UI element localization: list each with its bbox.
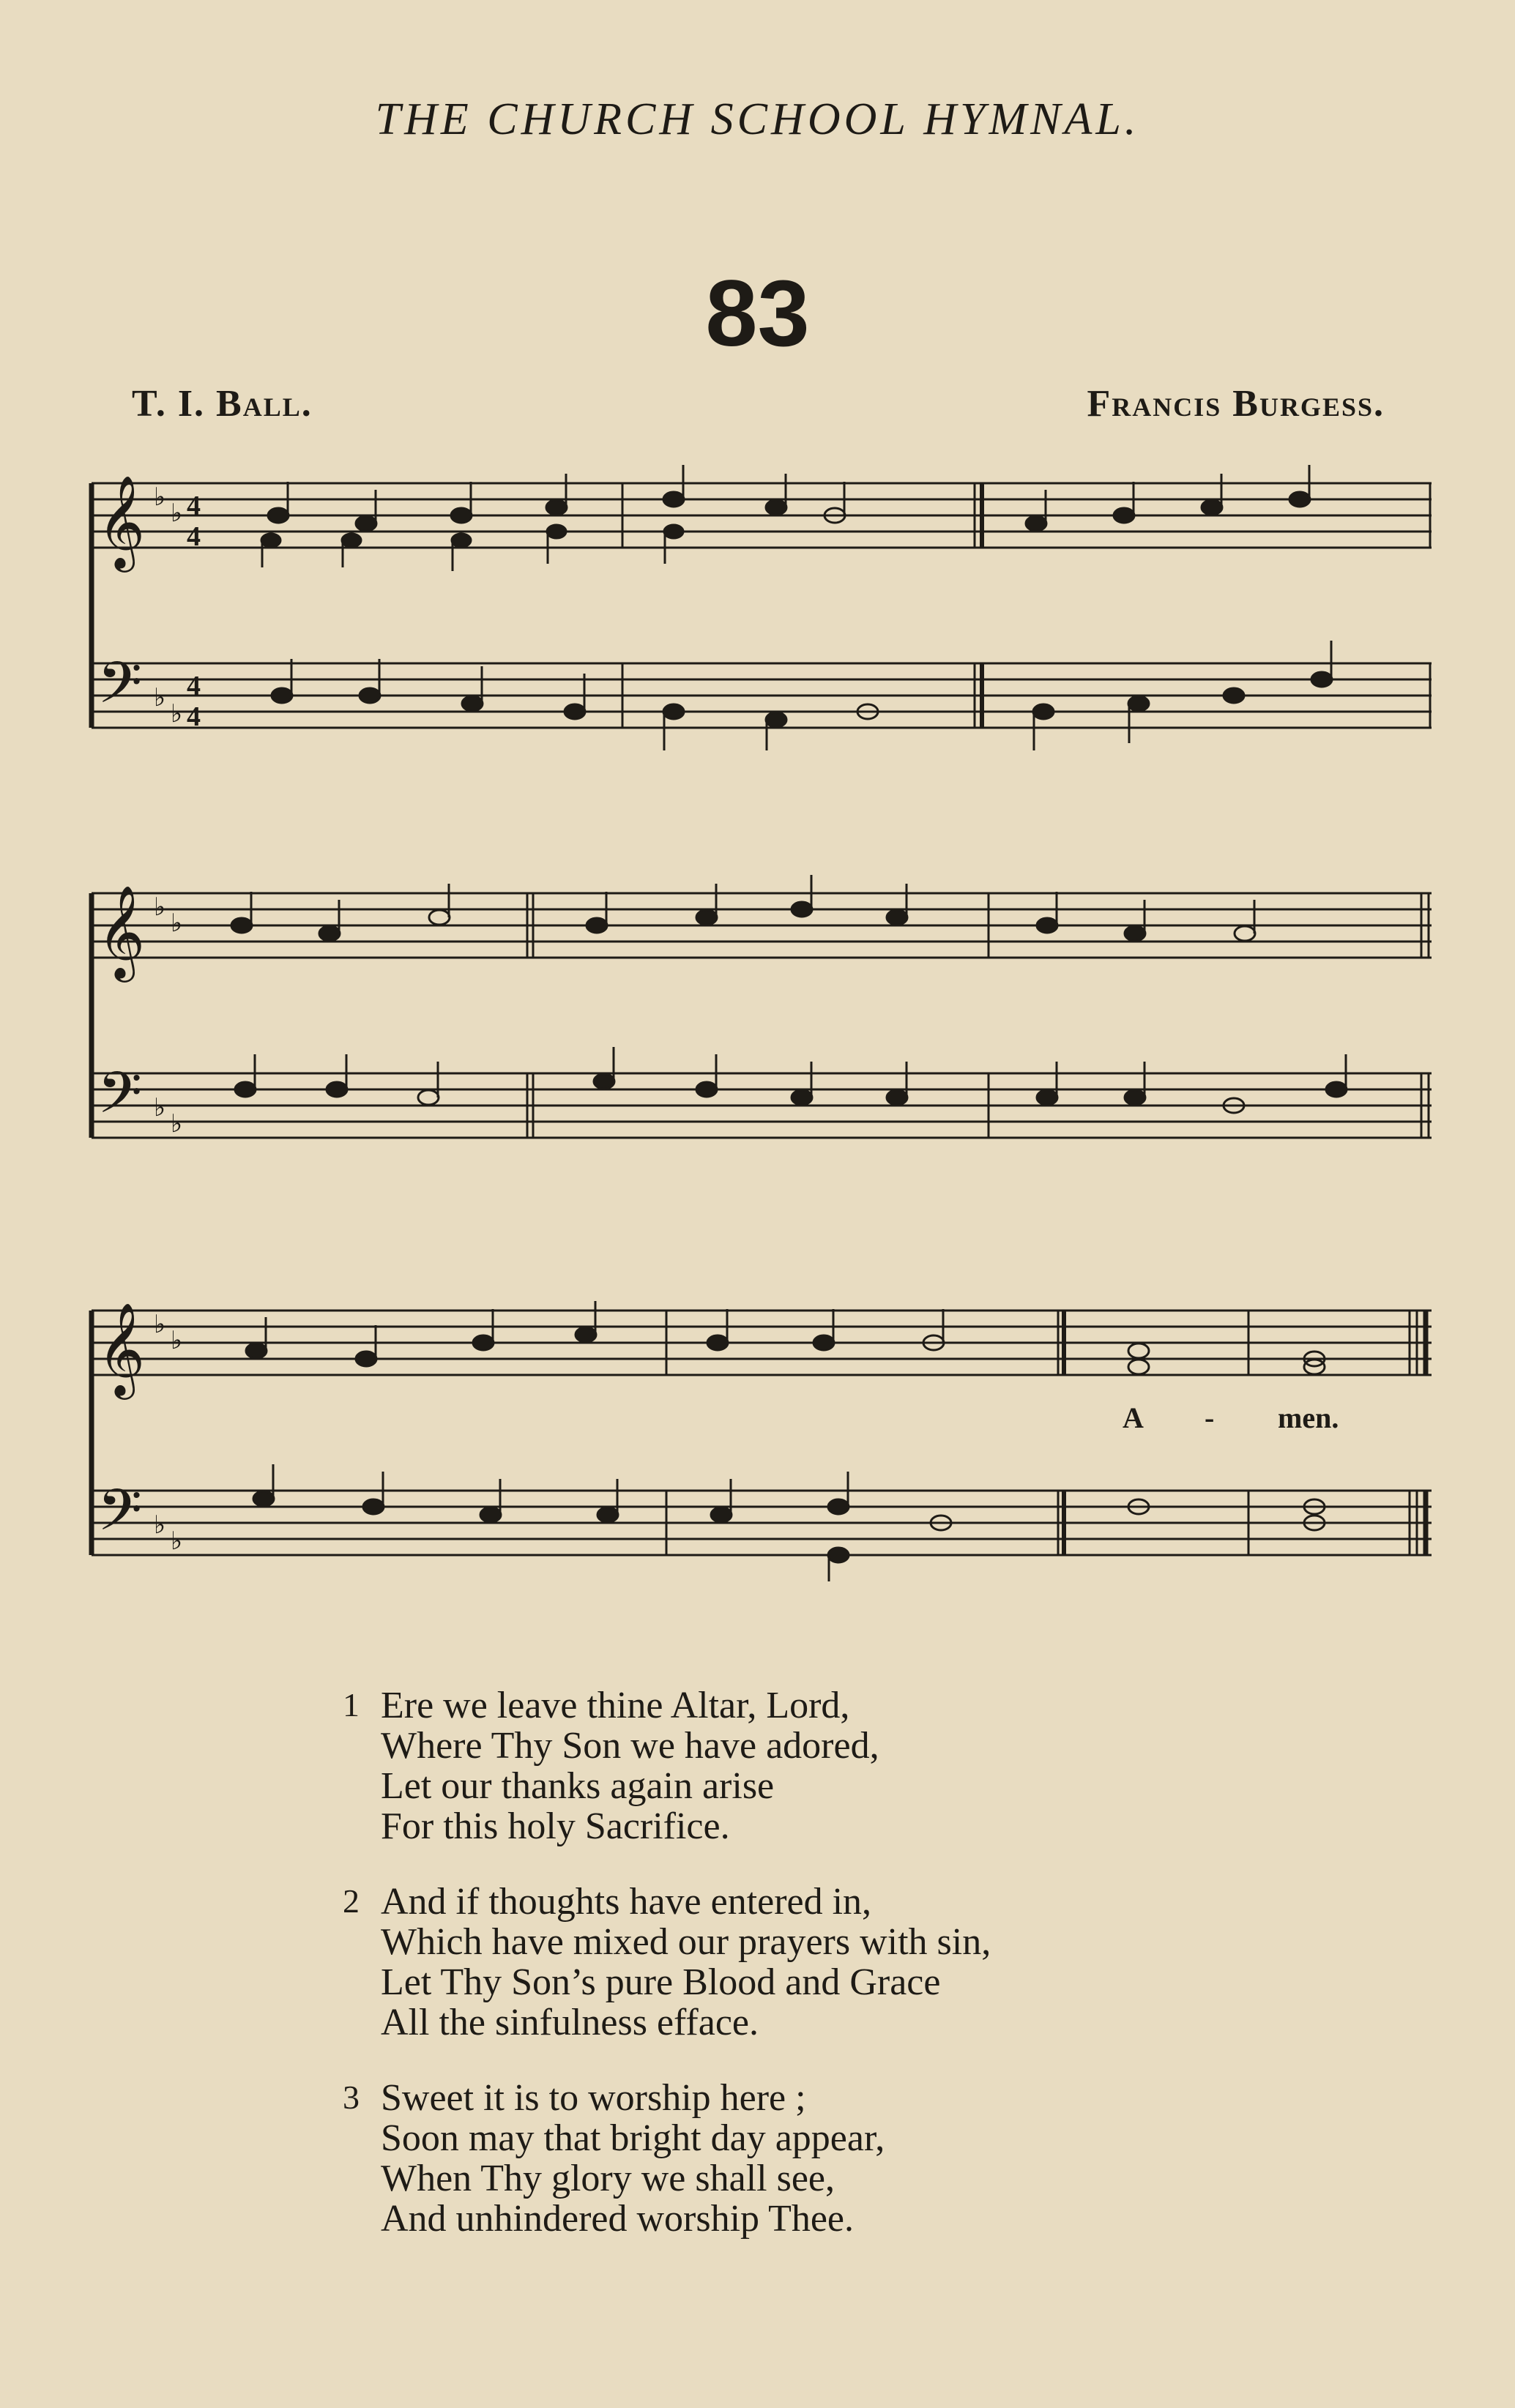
svg-text:♭: ♭: [154, 894, 166, 921]
treble-clef-icon: 𝄞: [97, 884, 146, 978]
svg-text:♭: ♭: [154, 1311, 166, 1338]
verse-line: All the sinfulness efface.: [381, 2002, 759, 2043]
verse-2: [343, 1881, 991, 2043]
verse-number: 2: [343, 1882, 360, 1920]
svg-text:4: 4: [187, 671, 201, 701]
amen-hyphen: -: [1205, 1401, 1215, 1434]
svg-text:♭: ♭: [171, 1327, 183, 1354]
verse-line: Where Thy Son we have adored,: [381, 1725, 879, 1767]
treble-clef-icon: 𝄞: [97, 474, 146, 568]
score-system-2: [77, 871, 1446, 1164]
svg-text:♭: ♭: [171, 701, 183, 728]
verse-line: Soon may that bright day appear,: [381, 2117, 885, 2159]
bass-clef-icon: 𝄢: [97, 1060, 143, 1141]
hymn-number: 83: [705, 261, 810, 366]
verse-line: Ere we leave thine Altar, Lord,: [381, 1685, 850, 1726]
verse-1: [343, 1685, 991, 1847]
verse-line: And unhindered worship Thee.: [381, 2198, 855, 2240]
verse-number: 1: [343, 1686, 360, 1723]
treble-clef-icon: 𝄞: [97, 1302, 146, 1395]
verse-line: And if thoughts have entered in,: [381, 1881, 872, 1923]
svg-text:4: 4: [187, 521, 201, 552]
verse-line: When Thy glory we shall see,: [381, 2158, 835, 2199]
bass-clef-icon: 𝄢: [97, 1477, 143, 1558]
treble-staff: [92, 483, 1432, 548]
verse-line: Let our thanks again arise: [381, 1765, 775, 1807]
score-system-3: [77, 1289, 1446, 1581]
verse-line: Sweet it is to worship here ;: [381, 2077, 806, 2119]
svg-text:♭: ♭: [171, 1528, 183, 1555]
amen-syllable-2: men.: [1278, 1401, 1339, 1434]
verse-line: For this holy Sacrifice.: [381, 1805, 730, 1847]
notes: [231, 875, 1347, 1113]
verse-line: Which have mixed our prayers with sin,: [381, 1921, 991, 1963]
bass-clef-icon: 𝄢: [97, 650, 143, 731]
bass-key-signature: ♭: [154, 685, 166, 712]
author-credit: T. I. Ball.: [132, 383, 313, 425]
svg-text:♭: ♭: [171, 1111, 183, 1138]
verse-3: [343, 2077, 991, 2240]
time-signature: 4: [187, 491, 201, 521]
notes: [261, 465, 1332, 750]
score-system-1: [77, 461, 1446, 754]
music-system-3: [77, 1289, 1446, 1581]
svg-text:♭: ♭: [154, 1512, 166, 1539]
music-system-1: [77, 461, 1446, 754]
svg-text:♭: ♭: [154, 1095, 166, 1122]
svg-text:♭: ♭: [171, 500, 183, 527]
svg-text:4: 4: [187, 701, 201, 732]
verse-number: 3: [343, 2079, 360, 2116]
composer-credit: Francis Burgess.: [1087, 383, 1385, 425]
amen-syllable-1: A: [1123, 1401, 1144, 1434]
hymn-verses: [343, 1685, 991, 2274]
verse-line: Let Thy Son’s pure Blood and Grace: [381, 1961, 941, 2003]
svg-text:♭: ♭: [171, 910, 183, 937]
music-system-2: [77, 871, 1446, 1164]
treble-key-signature: ♭: [154, 484, 166, 511]
running-title: THE CHURCH SCHOOL HYMNAL.: [375, 94, 1140, 144]
